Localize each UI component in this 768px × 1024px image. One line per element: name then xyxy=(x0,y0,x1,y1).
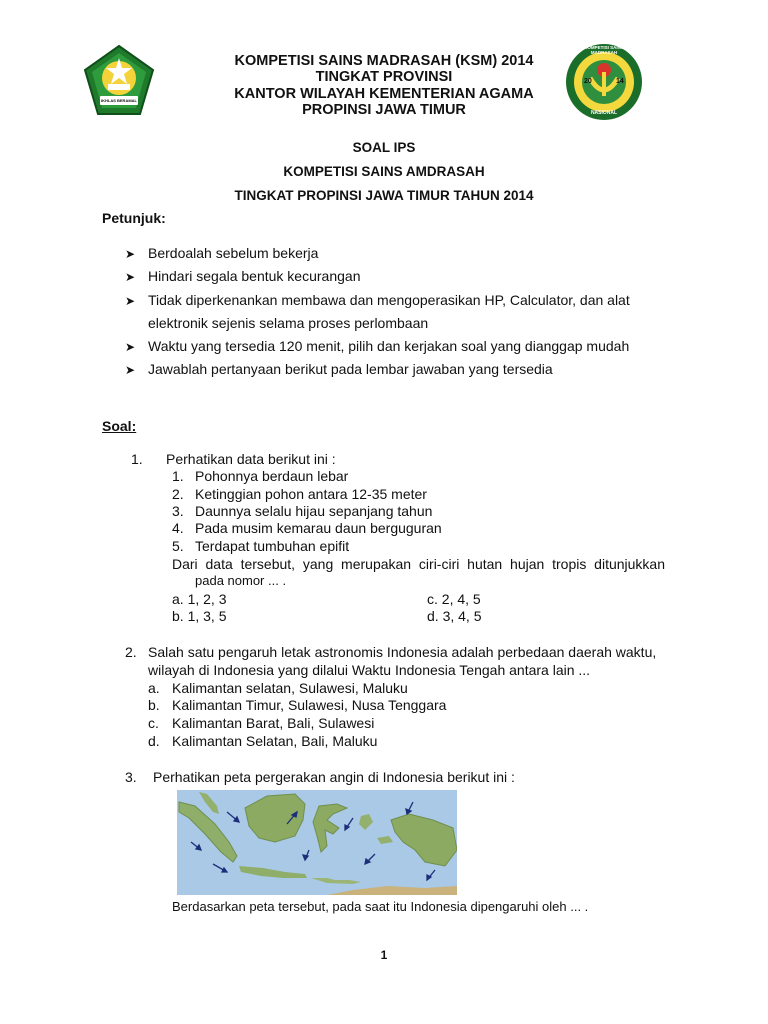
petunjuk-item: Waktu yang tersedia 120 menit, pilih dan kerjakan soal yang dianggap mudah xyxy=(148,338,630,354)
ksm-logo-bottom-text: NASIONAL xyxy=(590,110,618,116)
q1-data-item: Terdapat tumbuhan epifit xyxy=(195,538,350,554)
q1-data-item: Pada musim kemarau daun berguguran xyxy=(195,520,442,536)
q1-data-item: Ketinggian pohon antara 12-35 meter xyxy=(195,486,427,502)
petunjuk-item-continued: elektronik sejenis selama proses perlombaan xyxy=(148,315,429,331)
q2-option: Kalimantan Timur, Sulawesi, Nusa Tenggara xyxy=(172,697,447,713)
petunjuk-item: Hindari segala bentuk kecurangan xyxy=(148,268,361,284)
arrow-bullet-icon: ➤ xyxy=(125,270,136,284)
kemenag-logo-text: IKHLAS BERAMAL xyxy=(101,98,137,103)
soal-heading: Soal: xyxy=(102,418,137,434)
arrow-bullet-icon: ➤ xyxy=(125,294,136,308)
q3-stem: Perhatikan peta pergerakan angin di Indonesia berikut ini : xyxy=(153,769,515,785)
q2-option: Kalimantan Selatan, Bali, Maluku xyxy=(172,733,378,749)
arrow-bullet-icon: ➤ xyxy=(125,363,136,377)
q2-line-1: Salah satu pengaruh letak astronomis Indonesia adalah perbedaan daerah waktu, xyxy=(148,644,657,660)
q1-data-number: 2. xyxy=(172,486,184,502)
header-line-1: KOMPETISI SAINS MADRASAH (KSM) 2014 xyxy=(234,53,534,69)
q1-data-number: 4. xyxy=(172,520,184,536)
q2-option-letter: a. xyxy=(148,680,160,696)
q2-option: Kalimantan Barat, Bali, Sulawesi xyxy=(172,715,375,731)
q1-data-number: 3. xyxy=(172,503,184,519)
header-line-3: KANTOR WILAYAH KEMENTERIAN AGAMA xyxy=(234,86,534,102)
q1-data-number: 1. xyxy=(172,468,184,484)
q2-line-2: wilayah di Indonesia yang dilalui Waktu Indonesia Tengah antara lain ... xyxy=(148,662,591,678)
ksm-logo-top-text: KOMPETISI SAINS MADRASAH xyxy=(584,45,624,55)
q1-question-line-2: pada nomor ... . xyxy=(195,573,287,588)
q1-stem: Perhatikan data berikut ini : xyxy=(166,451,336,467)
indonesia-wind-map xyxy=(177,790,457,895)
q2-number: 2. xyxy=(125,644,137,660)
q2-option-letter: d. xyxy=(148,733,160,749)
kemenag-logo xyxy=(82,44,156,118)
q3-caption: Berdasarkan peta tersebut, pada saat itu Indonesia dipengaruhi oleh ... . xyxy=(172,899,589,914)
arrow-bullet-icon: ➤ xyxy=(125,340,136,354)
q2-option-letter: b. xyxy=(148,697,160,713)
page-number: 1 xyxy=(380,948,388,962)
q1-option-b: b. 1, 3, 5 xyxy=(172,608,227,624)
petunjuk-item: Tidak diperkenankan membawa dan mengoperasikan HP, Calculator, dan alat xyxy=(148,292,630,308)
petunjuk-item: Berdoalah sebelum bekerja xyxy=(148,245,319,261)
q1-question-line-1: Dari data tersebut, yang merupakan ciri-ciri hutan hujan tropis ditunjukkan xyxy=(172,556,665,572)
arrow-bullet-icon: ➤ xyxy=(125,247,136,261)
q3-number: 3. xyxy=(125,769,137,785)
q1-data-number: 5. xyxy=(172,538,184,554)
q2-option: Kalimantan selatan, Sulawesi, Maluku xyxy=(172,680,408,696)
petunjuk-heading: Petunjuk: xyxy=(102,210,166,226)
q1-option-d: d. 3, 4, 5 xyxy=(427,608,482,624)
q2-option-letter: c. xyxy=(148,715,159,731)
ksm-logo-year-left: 20 xyxy=(584,78,592,85)
title-tingkat: TINGKAT PROPINSI JAWA TIMUR TAHUN 2014 xyxy=(234,188,534,203)
petunjuk-item: Jawablah pertanyaan berikut pada lembar jawaban yang tersedia xyxy=(148,361,553,377)
q1-data-item: Daunnya selalu hijau sepanjang tahun xyxy=(195,503,433,519)
q1-data-item: Pohonnya berdaun lebar xyxy=(195,468,349,484)
ksm-logo-year-right: 14 xyxy=(616,78,624,85)
q1-option-c: c. 2, 4, 5 xyxy=(427,591,481,607)
header-line-2: TINGKAT PROVINSI xyxy=(315,69,453,85)
title-kompetisi: KOMPETISI SAINS AMDRASAH xyxy=(283,164,485,179)
header-line-4: PROPINSI JAWA TIMUR xyxy=(302,102,466,118)
q1-option-a: a. 1, 2, 3 xyxy=(172,591,227,607)
q1-number: 1. xyxy=(131,451,143,467)
title-soal-ips: SOAL IPS xyxy=(352,140,416,155)
